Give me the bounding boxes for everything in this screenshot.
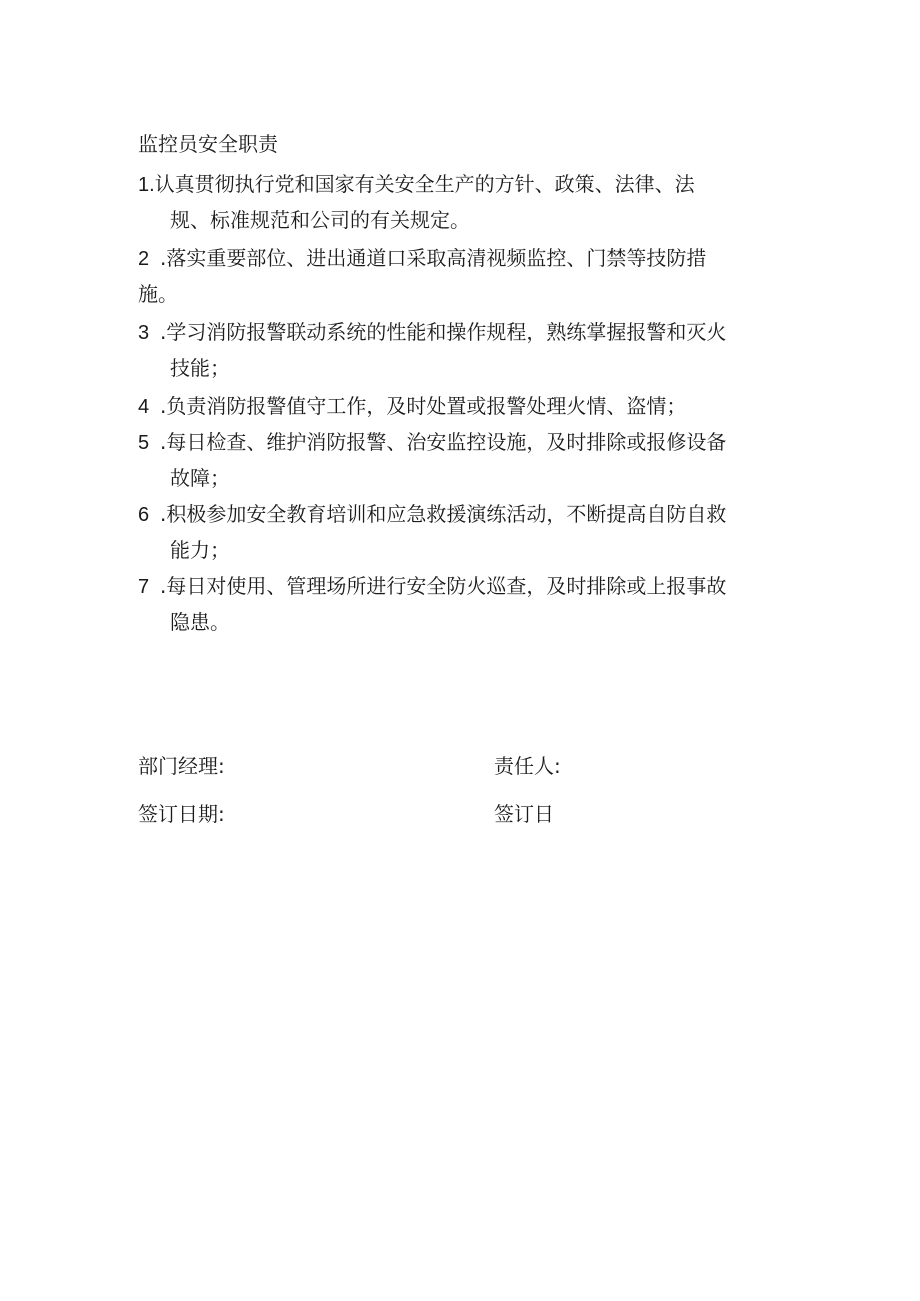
list-item-number: 3 <box>138 322 150 344</box>
list-item-number: 7 <box>138 576 150 598</box>
list-item-line <box>138 318 788 354</box>
list-item-line <box>138 392 788 428</box>
document-title: 监控员安全职责 <box>138 132 278 156</box>
list-item-number: 2 <box>138 248 150 270</box>
list-item <box>138 392 788 428</box>
list-item-text: .负责消防报警值守工作，及时处置或报警处理火情、盗情； <box>160 394 687 418</box>
list-item <box>138 170 788 242</box>
list-item-text: 认真贯彻执行党和国家有关安全生产的方针、政策、法律、法 <box>154 172 695 196</box>
list-item-continuation: 施。 <box>138 282 178 306</box>
list-item-number: 1. <box>138 174 155 196</box>
sign-date-label: 签订日期: <box>138 802 225 826</box>
list-item-line <box>138 170 788 206</box>
list-item-line <box>138 428 788 464</box>
list-item-text: .学习消防报警联动系统的性能和操作规程，熟练掌握报警和灭火 <box>160 320 727 344</box>
list-item-continuation: 规、标准规范和公司的有关规定。 <box>170 208 470 232</box>
list-item-text: .落实重要部位、进出通道口采取高清视频监控、门禁等技防措 <box>160 246 707 270</box>
list-item-text: .每日检查、维护消防报警、治安监控设施，及时排除或报修设备 <box>160 430 727 454</box>
list-item-number: 5 <box>138 432 150 454</box>
list-item <box>138 428 788 500</box>
list-item-continuation: 隐患。 <box>170 610 230 634</box>
list-item <box>138 318 788 390</box>
list-item <box>138 244 788 316</box>
sign-date-right-label: 签订日 <box>494 802 554 826</box>
list-item-continuation: 故障； <box>170 466 230 490</box>
dept-manager-label: 部门经理: <box>138 754 225 778</box>
list-item-number: 4 <box>138 396 150 418</box>
list-item <box>138 500 788 572</box>
list-item-line <box>138 572 788 608</box>
list-item <box>138 572 788 644</box>
list-item-continuation: 技能； <box>170 356 230 380</box>
list-item-number: 6 <box>138 504 150 526</box>
list-item-line <box>138 500 788 536</box>
list-item-line <box>138 244 788 280</box>
list-item-text: .每日对使用、管理场所进行安全防火巡查，及时排除或上报事故 <box>160 574 727 598</box>
list-item-continuation: 能力； <box>170 538 230 562</box>
list-item-text: .积极参加安全教育培训和应急救援演练活动，不断提高自防自救 <box>160 502 727 526</box>
responsible-person-label: 责任人: <box>494 754 561 778</box>
